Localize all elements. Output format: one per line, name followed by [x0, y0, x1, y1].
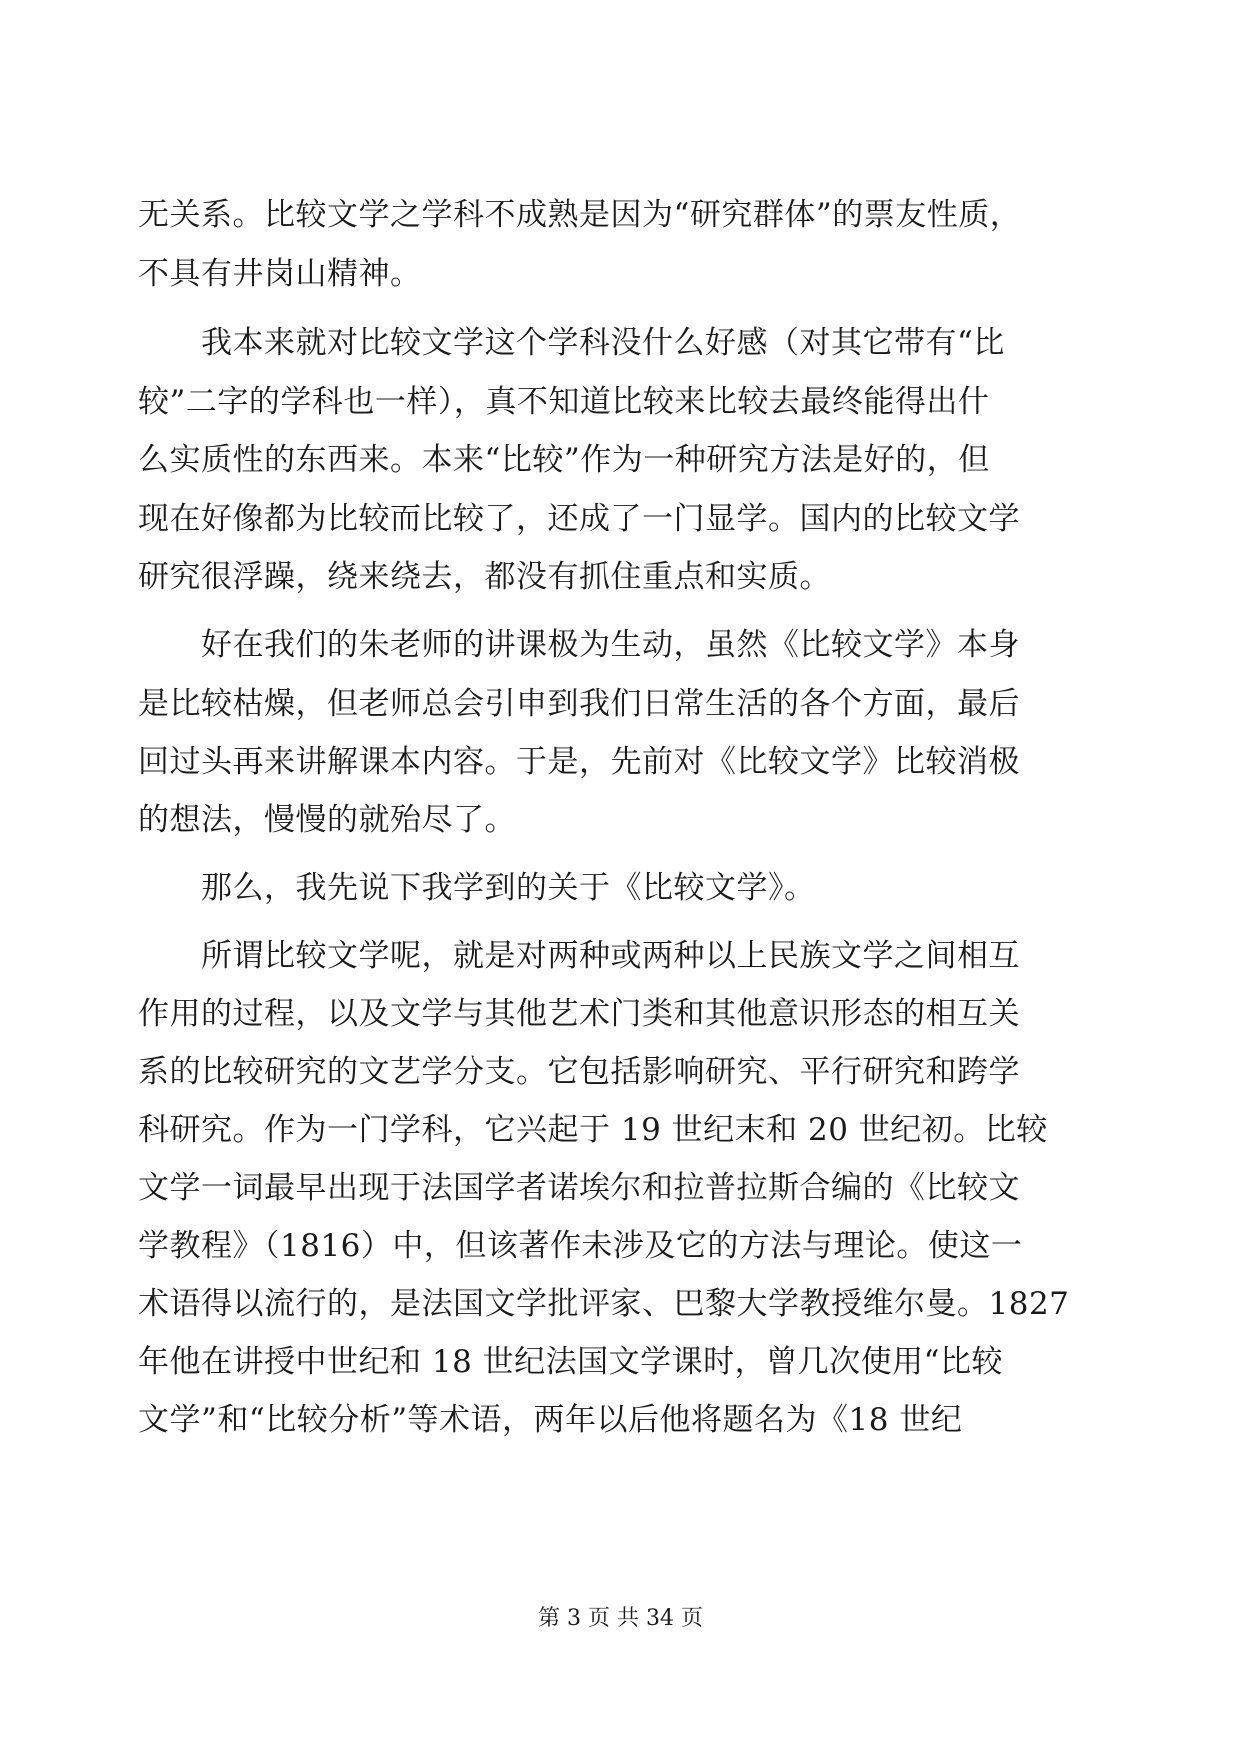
body-text-line: 科研究。作为一门学科，它兴起于 19 世纪末和 20 世纪初。比较 [138, 1112, 1048, 1148]
body-text-line: 文学一词最早出现于法国学者诺埃尔和拉普拉斯合编的《比较文 [138, 1170, 1020, 1206]
body-text-line: 现在好像都为比较而比较了，还成了一门显学。国内的比较文学 [138, 501, 1020, 537]
body-text-line: 不具有井岗山精神。 [138, 256, 422, 292]
body-text-line: 研究很浮躁，绕来绕去，都没有抓住重点和实质。 [138, 559, 831, 595]
body-text-line: 年他在讲授中世纪和 18 世纪法国文学课时，曾几次使用“比较 [138, 1344, 1003, 1380]
body-text-line: 回过头再来讲解课本内容。于是，先前对《比较文学》比较消极 [138, 744, 1020, 780]
body-text-line: 好在我们的朱老师的讲课极为生动，虽然《比较文学》本身 [138, 627, 1020, 663]
page-number-footer: 第 3 页 共 34 页 [538, 1606, 703, 1631]
body-text-line: 的想法，慢慢的就殆尽了。 [138, 802, 516, 838]
body-text-line: 系的比较研究的文艺学分支。它包括影响研究、平行研究和跨学 [138, 1054, 1020, 1090]
body-text-line: 无关系。比较文学之学科不成熟是因为“研究群体”的票友性质， [138, 197, 1022, 233]
body-text-line: 较”二字的学科也一样），真不知道比较来比较去最终能得出什 [138, 384, 990, 420]
body-text-line: 作用的过程，以及文学与其他艺术门类和其他意识形态的相互关 [138, 996, 1020, 1032]
body-text-line: 学教程》（1816）中，但该著作未涉及它的方法与理论。使这一 [138, 1228, 1023, 1264]
body-text-line: 所谓比较文学呢，就是对两种或两种以上民族文学之间相互 [138, 938, 1020, 974]
body-text-line: 是比较枯燥，但老师总会引申到我们日常生活的各个方面，最后 [138, 686, 1020, 722]
body-text-line: 那么，我先说下我学到的关于《比较文学》。 [138, 870, 816, 906]
body-text-line: 文学”和“比较分析”等术语，两年以后他将题名为《18 世纪 [138, 1402, 963, 1438]
body-text-line: 术语得以流行的，是法国文学批评家、巴黎大学教授维尔曼。1827 [138, 1286, 1070, 1322]
body-text-line: 我本来就对比较文学这个学科没什么好感（对其它带有“比 [138, 325, 1005, 361]
body-text-line: 么实质性的东西来。本来“比较”作为一种研究方法是好的，但 [138, 442, 990, 478]
